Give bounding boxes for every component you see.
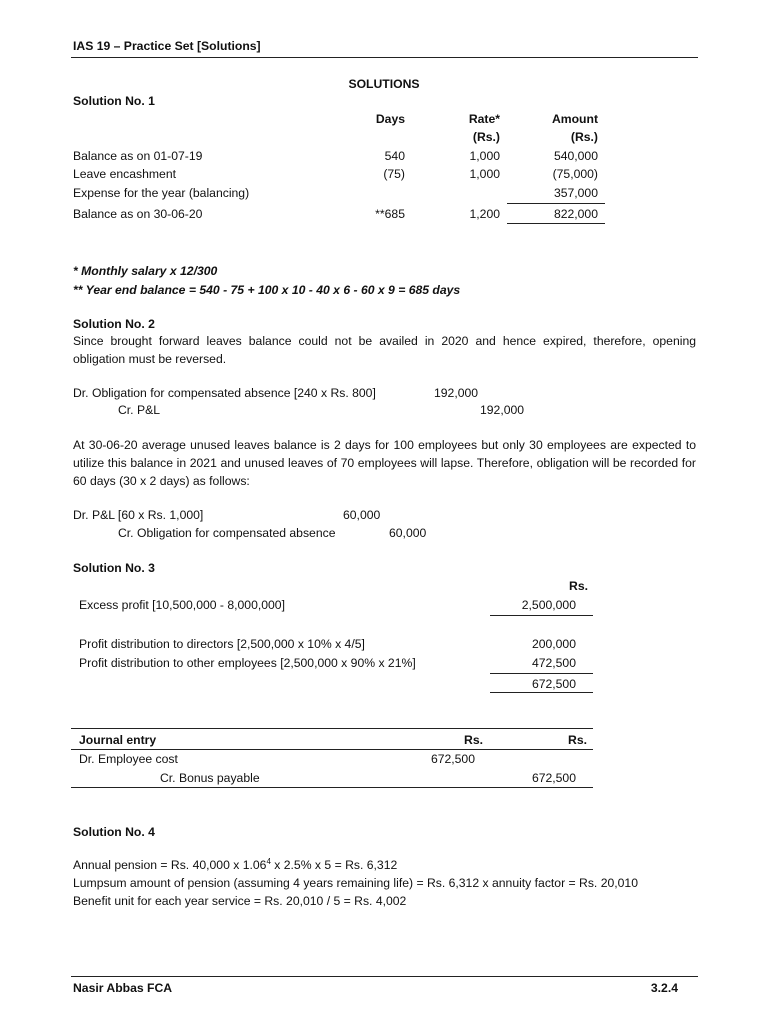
table-row-label: Expense for the year (balancing): [73, 186, 250, 200]
employees-distribution-label: Profit distribution to other employees [2,500,000 x 90% x 21%]: [79, 656, 416, 670]
journal-entry-1-debit-amount: 192,000: [434, 386, 479, 400]
subtotal-rule: [507, 203, 605, 204]
employees-distribution-amount: 472,500: [531, 656, 576, 670]
table-cell-amount: 822,000: [553, 207, 598, 221]
rs-column-header: Rs.: [569, 579, 588, 593]
table-row-label: Balance as on 30-06-20: [73, 207, 203, 221]
col-amount-header: Amount: [551, 112, 598, 126]
footnote-2: ** Year end balance = 540 - 75 + 100 x 10 - 40 x 6 - 60 x 9 = 685 days: [73, 283, 461, 297]
solution-1-heading: Solution No. 1: [73, 94, 155, 108]
col-amount-unit: (Rs.): [570, 130, 598, 144]
journal-top-rule: [71, 728, 593, 729]
table-cell-days: **685: [375, 207, 405, 221]
solution-3-heading: Solution No. 3: [73, 561, 155, 575]
journal-bottom-rule: [71, 787, 593, 788]
exponent: 4: [266, 856, 271, 866]
journal-debit-rs-header: Rs.: [464, 733, 483, 747]
document-title: IAS 19 – Practice Set [Solutions]: [73, 39, 261, 53]
directors-distribution-label: Profit distribution to directors [2,500,000 x 10% x 4/5]: [79, 637, 365, 651]
table-cell-amount: 540,000: [553, 149, 598, 163]
total-rule: [507, 223, 605, 224]
journal-entry-1-credit-amount: 192,000: [480, 403, 525, 417]
solution-2-heading: Solution No. 2: [73, 317, 155, 331]
col-rate-unit: (Rs.): [472, 130, 500, 144]
table-row-label: Balance as on 01-07-19: [73, 149, 203, 163]
table-cell-days: (75): [383, 167, 405, 181]
annual-pension-text: Annual pension = Rs. 40,000 x 1.06: [73, 858, 267, 872]
journal-entry-2-credit-amount: 60,000: [389, 526, 427, 540]
table-cell-rate: 1,000: [469, 167, 500, 181]
solutions-heading: SOLUTIONS: [348, 77, 420, 91]
journal-entry-2-credit: Cr. Obligation for compensated absence: [118, 526, 336, 540]
directors-distribution-amount: 200,000: [531, 637, 576, 651]
excess-rule: [490, 615, 593, 616]
table-cell-amount: (75,000): [552, 167, 598, 181]
journal-entry-1-credit: Cr. P&L: [118, 403, 160, 417]
solution-2-paragraph-1: Since brought forward leaves balance could not be availed in 2020 and hence expired, therefore, opening obligation must be reversed.: [73, 334, 696, 366]
table-cell-amount: 357,000: [553, 186, 598, 200]
journal-entry-1-debit: Dr. Obligation for compensated absence [240 x Rs. 800]: [73, 386, 376, 400]
solution-2-paragraph-2: At 30-06-20 average unused leaves balance is 2 days for 100 employees but only 30 employees are expected to utilize this balance in 2021 and unused leaves of 70 employees will lapse. Therefore, obligation will be recorded for 60 days (30 x 2 days) as follows:: [73, 438, 696, 488]
benefit-unit-line: Benefit unit for each year service = Rs. 20,010 / 5 = Rs. 4,002: [73, 894, 407, 908]
journal-header-rule: [71, 749, 593, 750]
journal-entry-2-debit-amount: 60,000: [343, 508, 381, 522]
footnote-1: * Monthly salary x 12/300: [73, 264, 218, 278]
journal-debit-line: Dr. Employee cost: [79, 752, 178, 766]
solution-4-heading: Solution No. 4: [73, 825, 155, 839]
footer-rule: [71, 976, 698, 977]
subtotal-rule: [490, 673, 593, 674]
table-cell-rate: 1,200: [469, 207, 500, 221]
excess-profit-label: Excess profit [10,500,000 - 8,000,000]: [79, 598, 285, 612]
header-rule: [71, 57, 698, 58]
journal-credit-line: Cr. Bonus payable: [160, 771, 260, 785]
table-row-label: Leave encashment: [73, 167, 176, 181]
excess-profit-amount: 2,500,000: [521, 598, 576, 612]
journal-entry-header: Journal entry: [79, 733, 157, 747]
annual-pension-result: x 2.5% x 5 = Rs. 6,312: [270, 858, 398, 872]
annual-pension-line: [73, 857, 397, 873]
lumpsum-line: Lumpsum amount of pension (assuming 4 years remaining life) = Rs. 6,312 x annuity factor = Rs. 20,010: [73, 876, 638, 890]
journal-entry-2-debit: Dr. P&L [60 x Rs. 1,000]: [73, 508, 204, 522]
footer-author: Nasir Abbas FCA: [73, 981, 173, 995]
col-rate-header: Rate*: [468, 112, 500, 126]
journal-credit-amount: 672,500: [531, 771, 576, 785]
table-cell-rate: 1,000: [469, 149, 500, 163]
col-days-header: Days: [375, 112, 405, 126]
table-cell-days: 540: [384, 149, 405, 163]
total-rule: [490, 692, 593, 693]
page-number: 3.2.4: [650, 981, 678, 995]
distribution-total-amount: 672,500: [531, 677, 576, 691]
journal-debit-amount: 672,500: [430, 752, 475, 766]
journal-credit-rs-header: Rs.: [568, 733, 587, 747]
